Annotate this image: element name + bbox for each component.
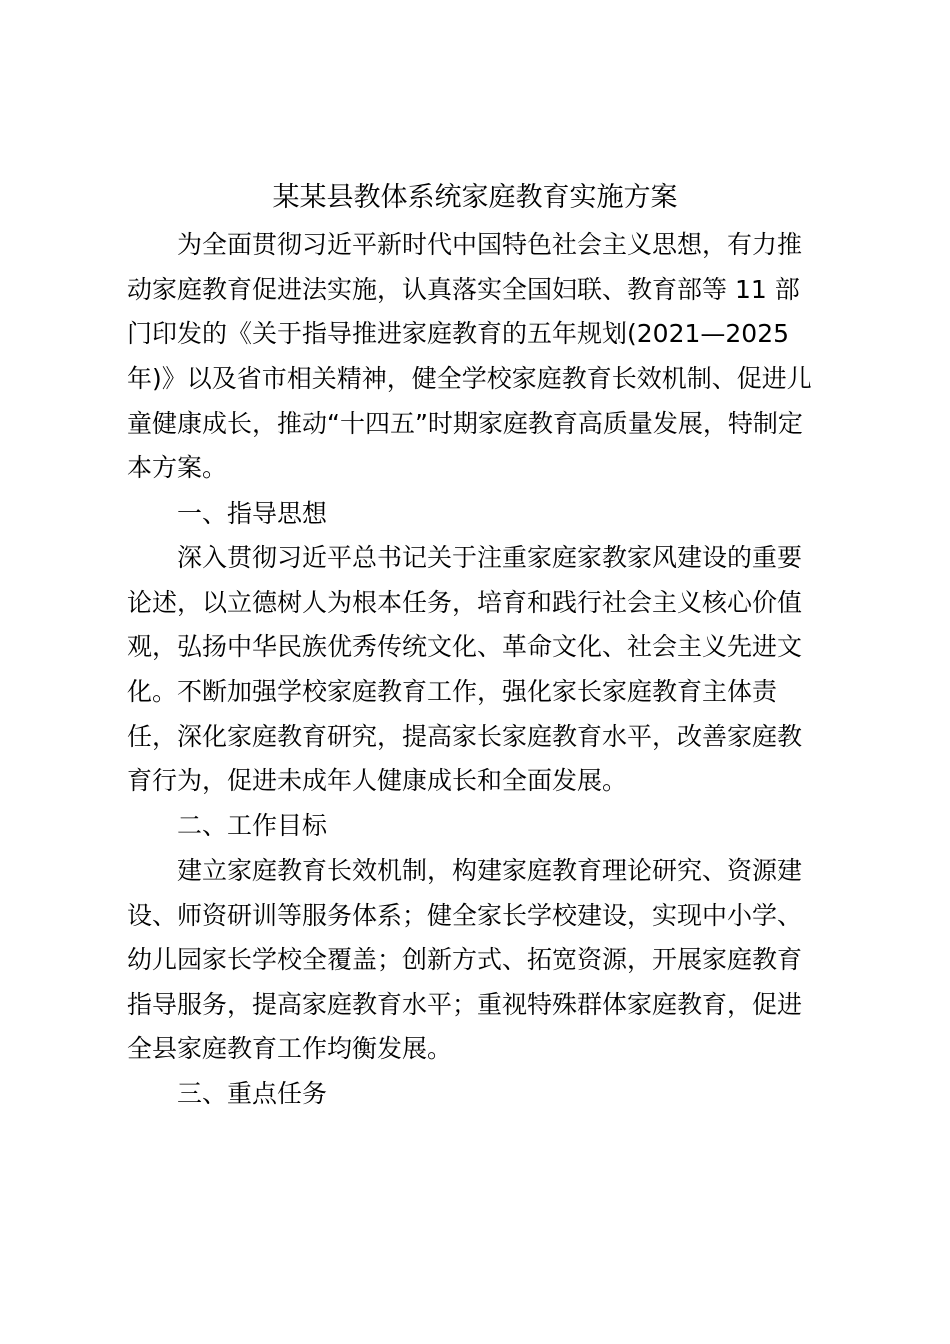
intro-line: 童健康成长，推动“十四五”时期家庭教育高质量发展，特制定 [127,409,803,438]
section2-line: 幼儿园家长学校全覆盖；创新方式、拓宽资源，开展家庭教育 [127,945,803,974]
section1-line: 任，深化家庭教育研究，提高家长家庭教育水平，改善家庭教 [127,722,803,751]
section2-line: 设、师资研训等服务体系；健全家长学校建设，实现中小学、 [127,901,803,930]
section2-line: 全县家庭教育工作均衡发展。 [127,1034,453,1063]
section-heading-work-goals: 二、工作目标 [177,811,328,840]
intro-line: 年)》以及省市相关精神，健全学校家庭教育长效机制、促进儿 [127,364,812,393]
intro-line: 动家庭教育促进法实施，认真落实全国妇联、教育部等 11 部 [127,275,800,304]
intro-line: 为全面贯彻习近平新时代中国特色社会主义思想，有力推 [177,230,803,259]
section2-line: 指导服务，提高家庭教育水平；重视特殊群体家庭教育，促进 [127,990,803,1019]
section1-line: 观，弘扬中华民族优秀传统文化、革命文化、社会主义先进文 [127,632,803,661]
section1-line: 深入贯彻习近平总书记关于注重家庭家教家风建设的重要 [177,543,803,572]
section2-line: 建立家庭教育长效机制，构建家庭教育理论研究、资源建 [177,856,803,885]
section1-line: 育行为，促进未成年人健康成长和全面发展。 [127,766,628,795]
intro-line: 本方案。 [127,453,228,482]
document-title: 某某县教体系统家庭教育实施方案 [272,182,678,213]
section-heading-key-tasks: 三、重点任务 [177,1079,328,1108]
section-heading-guiding-ideology: 一、指导思想 [177,499,328,528]
intro-line: 门印发的《关于指导推进家庭教育的五年规划(2021—2025 [127,319,790,348]
section1-line: 论述，以立德树人为根本任务，培育和践行社会主义核心价值 [127,588,803,617]
section1-line: 化。不断加强学校家庭教育工作，强化家长家庭教育主体责 [127,677,778,706]
